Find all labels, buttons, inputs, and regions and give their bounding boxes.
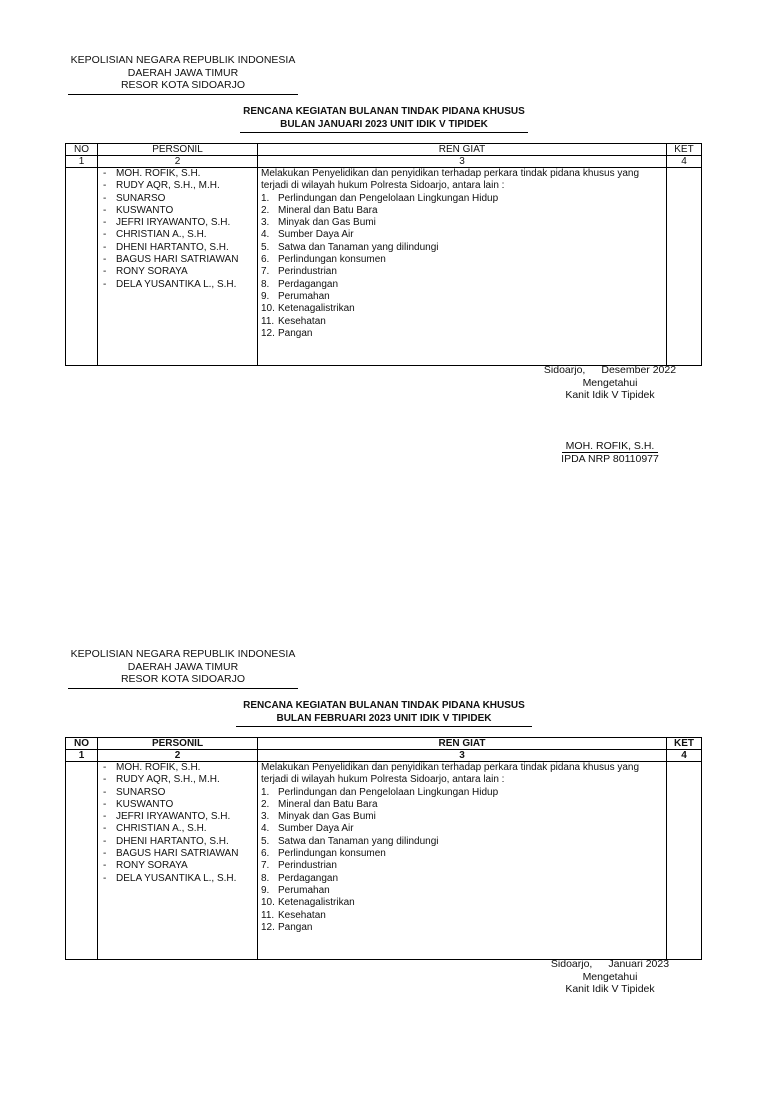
ren-giat-list <box>261 193 663 341</box>
list-item: 2. Mineral dan Batu Bara <box>261 204 378 216</box>
list-item: 1. Perlindungan dan Pengelolaan Lingkungan Hidup <box>261 192 499 204</box>
list-item: - CHRISTIAN A., S.H. <box>103 229 207 241</box>
list-item: - SUNARSO <box>103 786 166 798</box>
personnel-cell <box>98 762 258 960</box>
activity-plan-table <box>65 143 702 366</box>
list-item: 4. Sumber Daya Air <box>261 823 354 835</box>
list-item: - JEFRI IRYAWANTO, S.H. <box>103 217 231 229</box>
list-item: 2. Mineral dan Batu Bara <box>261 798 378 810</box>
signature-block <box>520 364 700 466</box>
ren-giat-cell <box>258 762 667 960</box>
letterhead-line-1: KEPOLISIAN NEGARA REPUBLIK INDONESIA <box>70 54 296 66</box>
list-item: 11. Kesehatan <box>261 909 326 921</box>
title-line-2: BULAN FEBRUARI 2023 UNIT IDIK V TIPIDEK <box>236 713 531 728</box>
row-no-cell <box>66 762 98 960</box>
letterhead-line-3: RESOR KOTA SIDOARJO <box>120 79 246 91</box>
activity-plan-table <box>65 737 702 960</box>
letterhead <box>68 54 298 92</box>
col-number-1: 1 <box>66 156 98 168</box>
document-title <box>200 700 568 727</box>
title-line-1: RENCANA KEGIATAN BULANAN TINDAK PIDANA KHUSUS <box>243 700 525 711</box>
signer-name: MOH. ROFIK, S.H. <box>562 440 659 454</box>
list-item: 10. Ketenagalistrikan <box>261 303 355 315</box>
list-item: 10. Ketenagalistrikan <box>261 897 355 909</box>
list-item: 12. Pangan <box>261 921 313 933</box>
header-ket: KET <box>667 738 702 750</box>
signer-rank: IPDA NRP 80110977 <box>561 453 659 465</box>
sign-mengetahui: Mengetahui <box>582 970 638 983</box>
list-item: - RONY SORAYA <box>103 266 188 278</box>
document-january <box>0 0 768 512</box>
header-ren-giat: REN GIAT <box>258 738 667 750</box>
list-item: - KUSWANTO <box>103 798 174 810</box>
col-number-4: 4 <box>667 750 702 762</box>
list-item: 6. Perlindungan konsumen <box>261 254 386 266</box>
table-row <box>66 168 702 366</box>
header-ren-giat: REN GIAT <box>258 144 667 156</box>
list-item: 4. Sumber Daya Air <box>261 229 354 241</box>
personnel-list <box>101 168 254 291</box>
table-row <box>66 762 702 960</box>
list-item: 9. Perumahan <box>261 290 330 302</box>
ren-giat-list <box>261 787 663 935</box>
list-item: 12. Pangan <box>261 327 313 339</box>
document-title <box>200 106 568 133</box>
list-item: - JEFRI IRYAWANTO, S.H. <box>103 811 231 823</box>
document-february <box>0 594 768 1106</box>
col-number-3: 3 <box>258 750 667 762</box>
list-item: 3. Minyak dan Gas Bumi <box>261 811 376 823</box>
header-no: NO <box>66 738 98 750</box>
sign-date: Januari 2023 <box>608 958 670 970</box>
list-item: - DHENI HARTANTO, S.H. <box>103 835 229 847</box>
list-item: - SUNARSO <box>103 192 166 204</box>
list-item: 11. Kesehatan <box>261 315 326 327</box>
col-number-2: 2 <box>98 750 258 762</box>
ren-giat-cell <box>258 168 667 366</box>
table-header-row <box>66 144 702 156</box>
header-no: NO <box>66 144 98 156</box>
list-item: - CHRISTIAN A., S.H. <box>103 823 207 835</box>
list-item: - RUDY AQR, S.H., M.H. <box>103 180 220 192</box>
ket-cell <box>667 762 702 960</box>
col-number-1: 1 <box>66 750 98 762</box>
sign-place: Sidoarjo, <box>550 958 593 970</box>
title-line-2: BULAN JANUARI 2023 UNIT IDIK V TIPIDEK <box>240 119 528 134</box>
list-item: - DELA YUSANTIKA L., S.H. <box>103 872 237 884</box>
list-item: 5. Satwa dan Tanaman yang dilindungi <box>261 241 439 253</box>
ren-giat-intro: Melakukan Penyelidikan dan penyidikan terhadap perkara tindak pidana khusus yang terjadi di wilayah hukum Polresta Sidoarjo, antara lain : <box>261 762 640 786</box>
list-item: - RUDY AQR, S.H., M.H. <box>103 774 220 786</box>
col-number-4: 4 <box>667 156 702 168</box>
list-item: - DELA YUSANTIKA L., S.H. <box>103 278 237 290</box>
title-line-1: RENCANA KEGIATAN BULANAN TINDAK PIDANA KHUSUS <box>243 106 525 117</box>
sign-mengetahui: Mengetahui <box>582 376 638 389</box>
personnel-list <box>101 762 254 885</box>
sign-date: Desember 2022 <box>601 364 677 376</box>
list-item: 8. Perdagangan <box>261 278 339 290</box>
list-item: 3. Minyak dan Gas Bumi <box>261 217 376 229</box>
list-item: - KUSWANTO <box>103 204 174 216</box>
letterhead-line-3: RESOR KOTA SIDOARJO <box>120 673 246 685</box>
letterhead-underline <box>68 94 298 95</box>
col-number-2: 2 <box>98 156 258 168</box>
header-personil: PERSONIL <box>98 144 258 156</box>
list-item: 6. Perlindungan konsumen <box>261 848 386 860</box>
personnel-cell <box>98 168 258 366</box>
letterhead-line-1: KEPOLISIAN NEGARA REPUBLIK INDONESIA <box>70 648 296 660</box>
row-no-cell <box>66 168 98 366</box>
list-item: 1. Perlindungan dan Pengelolaan Lingkungan Hidup <box>261 786 499 798</box>
header-personil: PERSONIL <box>98 738 258 750</box>
list-item: 5. Satwa dan Tanaman yang dilindungi <box>261 835 439 847</box>
list-item: - MOH. ROFIK, S.H. <box>103 762 201 773</box>
col-number-3: 3 <box>258 156 667 168</box>
signature-block <box>520 958 700 996</box>
list-item: - DHENI HARTANTO, S.H. <box>103 241 229 253</box>
ren-giat-intro: Melakukan Penyelidikan dan penyidikan terhadap perkara tindak pidana khusus yang terjadi di wilayah hukum Polresta Sidoarjo, antara lain : <box>261 168 640 192</box>
sign-position: Kanit Idik V Tipidek <box>565 389 655 401</box>
list-item: 8. Perdagangan <box>261 872 339 884</box>
list-item: - BAGUS HARI SATRIAWAN <box>103 254 239 266</box>
list-item: - BAGUS HARI SATRIAWAN <box>103 848 239 860</box>
letterhead <box>68 648 298 686</box>
column-number-row <box>66 750 702 762</box>
list-item: 9. Perumahan <box>261 884 330 896</box>
header-ket: KET <box>667 144 702 156</box>
letterhead-underline <box>68 688 298 689</box>
column-number-row <box>66 156 702 168</box>
list-item: 7. Perindustrian <box>261 860 337 872</box>
letterhead-line-2: DAERAH JAWA TIMUR <box>127 66 239 79</box>
table-header-row <box>66 738 702 750</box>
letterhead-line-2: DAERAH JAWA TIMUR <box>127 660 239 673</box>
list-item: - RONY SORAYA <box>103 860 188 872</box>
list-item: - MOH. ROFIK, S.H. <box>103 168 201 179</box>
sign-place: Sidoarjo, <box>543 364 586 376</box>
sign-position: Kanit Idik V Tipidek <box>565 983 655 995</box>
ket-cell <box>667 168 702 366</box>
list-item: 7. Perindustrian <box>261 266 337 278</box>
